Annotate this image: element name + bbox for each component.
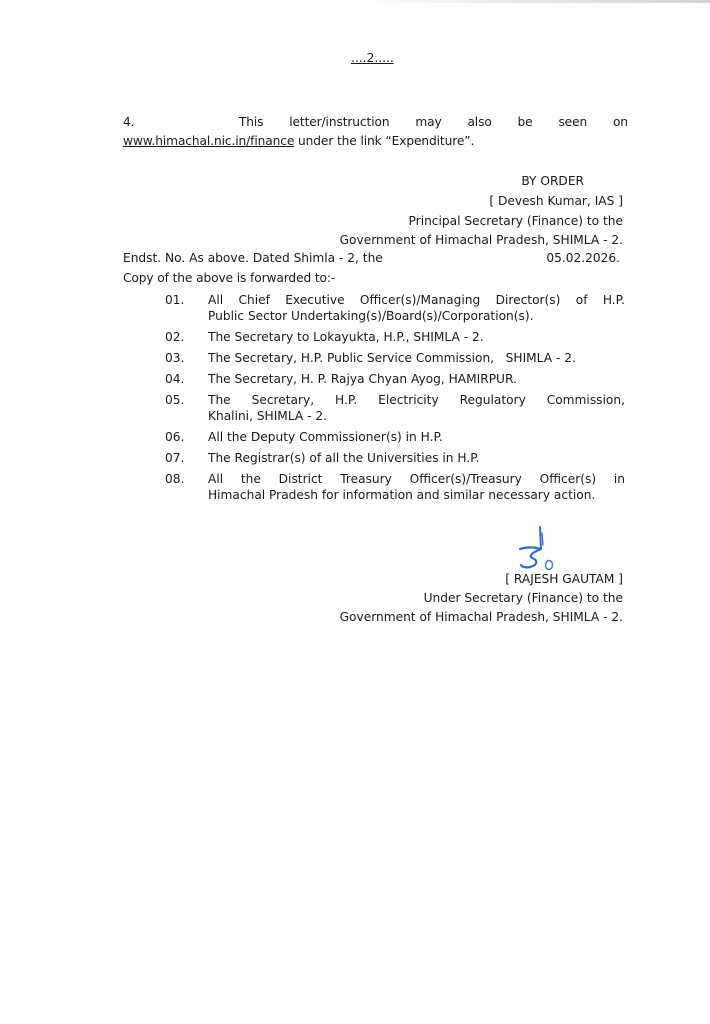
endorsement-text: Endst. No. As above. Dated Shimla - 2, the: [123, 251, 383, 265]
paragraph-4-line-2: [123, 133, 474, 149]
word: of: [575, 293, 588, 307]
endorsement-line: [123, 250, 620, 266]
word: Chief: [238, 293, 270, 307]
word: Executive: [285, 293, 345, 307]
page-number: ....2.....: [351, 50, 394, 65]
recipients-list: [165, 292, 625, 508]
list-item: [165, 371, 625, 387]
word: Commission,: [546, 393, 625, 407]
principal-secretary-name: [ Devesh Kumar, IAS ]: [489, 194, 623, 208]
list-item: [165, 450, 625, 466]
endorsement-date: 05.02.2026.: [546, 251, 620, 265]
list-text-line: All the Deputy Commissioner(s) in H.P.: [208, 430, 443, 444]
word: Electricity: [378, 393, 439, 407]
list-item: [165, 471, 625, 503]
word: letter/instruction: [289, 115, 390, 129]
under-secretary-designation: Under Secretary (Finance) to the: [423, 591, 623, 605]
word: Treasury: [340, 472, 392, 486]
list-number: 04.: [165, 372, 185, 386]
under-secretary-name: [ RAJESH GAUTAM ]: [505, 572, 623, 586]
word: All: [208, 472, 224, 486]
word: Director(s): [495, 293, 561, 307]
word: seen: [558, 115, 588, 129]
list-number: 07.: [165, 451, 185, 465]
list-item: [165, 392, 625, 424]
list-number: 06.: [165, 430, 185, 444]
list-text-line: [208, 292, 625, 308]
list-text-line: Khalini, SHIMLA - 2.: [208, 409, 328, 423]
word: This: [238, 115, 264, 129]
word: in: [613, 472, 625, 486]
word: Secretary,: [251, 393, 315, 407]
list-number: 03.: [165, 351, 185, 365]
list-item: [165, 429, 625, 445]
list-number: 05.: [165, 393, 185, 407]
word: Officer(s)/Managing: [359, 293, 481, 307]
list-text-line: The Registrar(s) of all the Universities in H.P.: [208, 451, 480, 465]
finance-website-link[interactable]: www.himachal.nic.in/finance: [123, 134, 295, 148]
word: Officer(s)/Treasury: [409, 472, 522, 486]
list-item: [165, 350, 625, 366]
list-text-line: The Secretary, H. P. Rajya Chyan Ayog, HAMIRPUR.: [208, 372, 517, 386]
list-text-line: The Secretary to Lokayukta, H.P., SHIMLA - 2.: [208, 330, 484, 344]
list-number: 02.: [165, 330, 185, 344]
word: also: [467, 115, 492, 129]
list-text-line: Public Sector Undertaking(s)/Board(s)/Corporation(s).: [208, 309, 534, 323]
handwritten-signature-icon: [508, 525, 568, 575]
principal-secretary-government: Government of Himachal Pradesh, SHIMLA - 2.: [339, 233, 623, 247]
word: All: [208, 293, 224, 307]
word: The: [208, 393, 231, 407]
list-text-line: Himachal Pradesh for information and similar necessary action.: [208, 488, 596, 502]
paragraph-4-rest: under the link “Expenditure”.: [294, 134, 475, 148]
copy-forwarded-label: Copy of the above is forwarded to:-: [123, 271, 336, 285]
list-number: 08.: [165, 472, 185, 486]
list-item: [165, 329, 625, 345]
by-order-label: BY ORDER: [521, 174, 584, 188]
word: Regulatory: [459, 393, 526, 407]
principal-secretary-designation: Principal Secretary (Finance) to the: [408, 214, 623, 228]
word: District: [278, 472, 323, 486]
list-number: 01.: [165, 293, 185, 307]
word: H.P.: [335, 393, 358, 407]
paragraph-4-line-1: [123, 114, 628, 130]
list-item: [165, 292, 625, 324]
paragraph-number: 4.: [123, 115, 135, 129]
scan-edge-shadow: [360, 0, 710, 3]
list-text-line: The Secretary, H.P. Public Service Commission, SHIMLA - 2.: [208, 351, 576, 365]
word: be: [517, 115, 533, 129]
word: may: [415, 115, 442, 129]
list-text-line: [208, 392, 625, 408]
word: on: [612, 115, 628, 129]
list-text-line: [208, 471, 625, 487]
word: H.P.: [602, 293, 625, 307]
word: the: [240, 472, 261, 486]
under-secretary-government: Government of Himachal Pradesh, SHIMLA - 2.: [339, 610, 623, 624]
word: Officer(s): [539, 472, 597, 486]
